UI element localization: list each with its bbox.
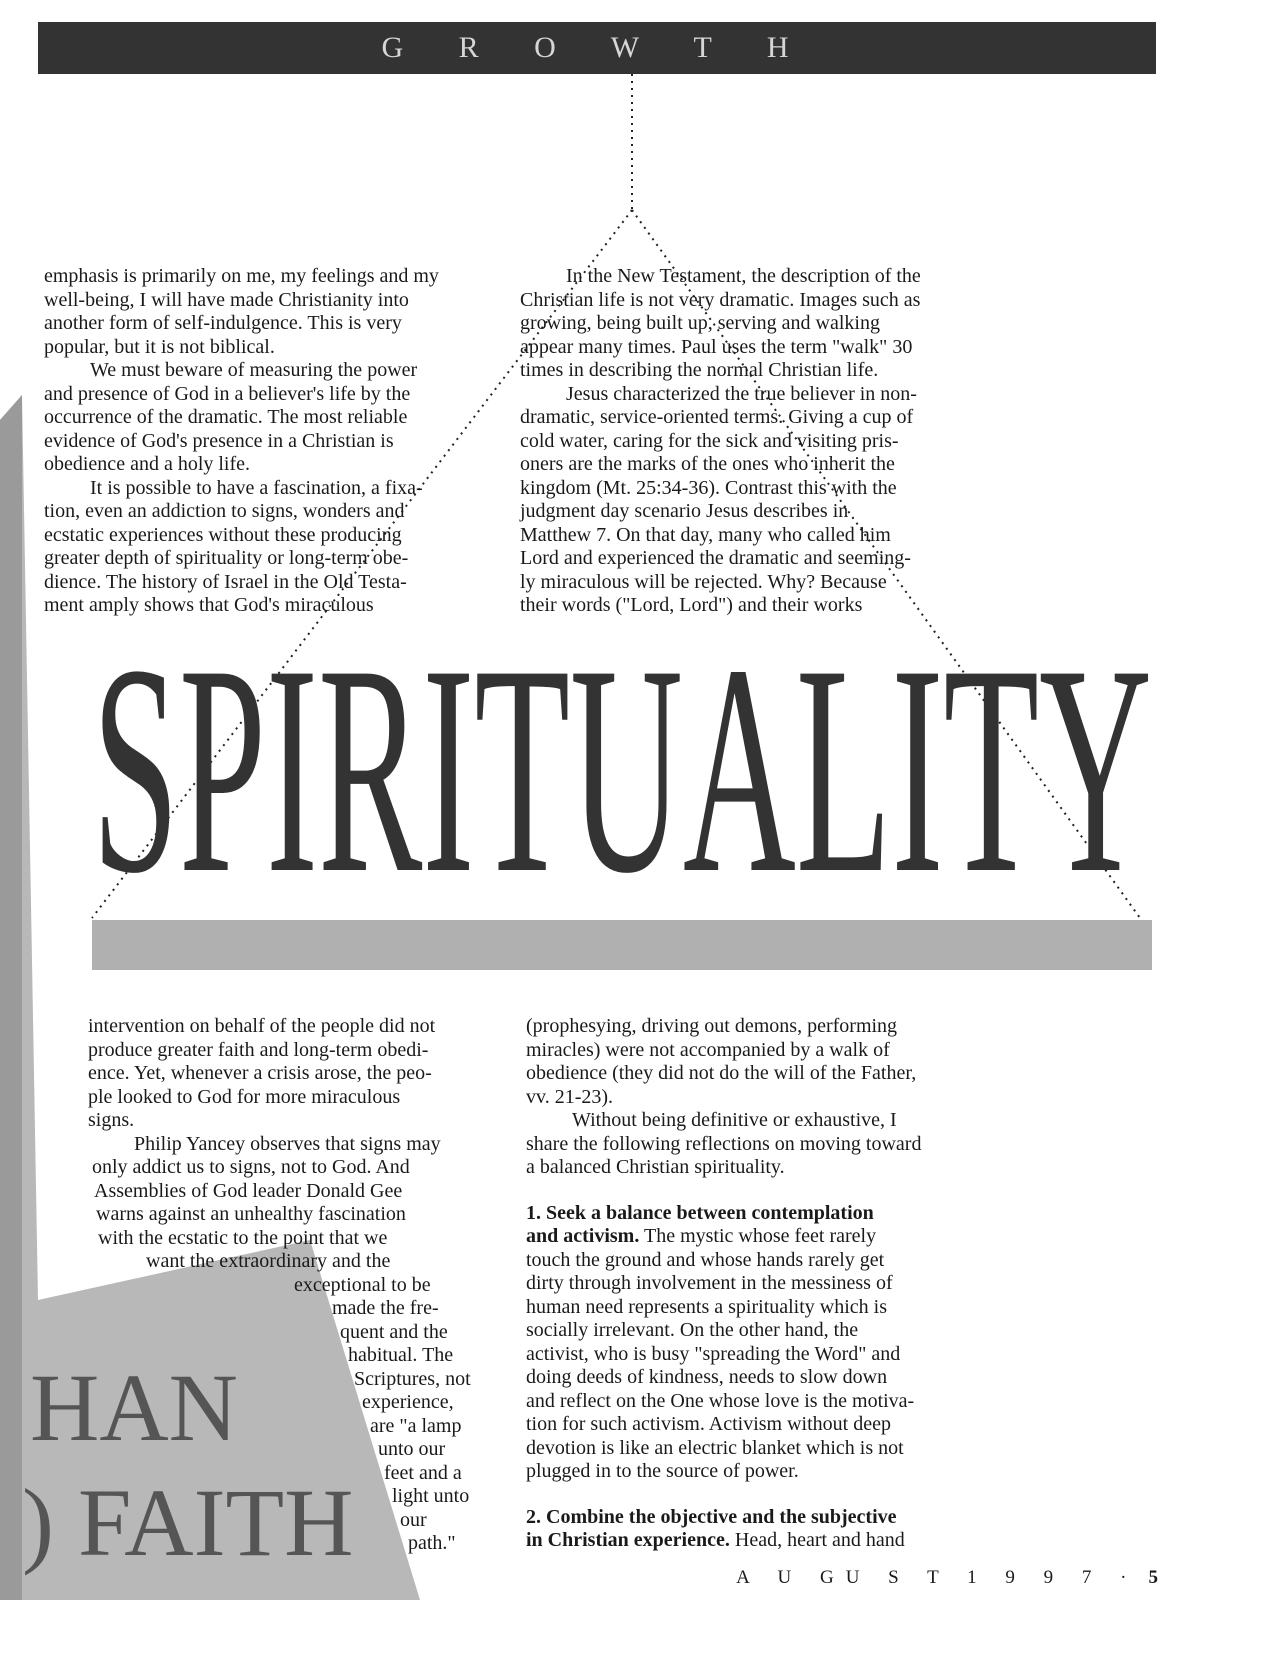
paragraph: [44, 359, 494, 477]
issue-date: A U GU S T 1 9 9 7 ·: [736, 1567, 1139, 1588]
section-heading: in Christian experience.: [526, 1529, 730, 1551]
text-line: dience. The history of Israel in the Old Testa-: [44, 570, 407, 593]
text-line: popular, but it is not biblical.: [44, 335, 275, 358]
pullquote-line-2: ) FAITH: [22, 1469, 354, 1576]
text-line: only addict us to signs, not to God. And: [92, 1156, 410, 1178]
section-2: [526, 1506, 986, 1553]
text-line: a balanced Christian spirituality.: [526, 1156, 785, 1178]
text-line: their words ("Lord, Lord") and their works: [520, 594, 863, 616]
text-line: experience,: [362, 1391, 454, 1413]
text-line: with the ecstatic to the point that we: [98, 1226, 388, 1249]
headline: [92, 630, 1152, 902]
text-line: Lord and experienced the dramatic and seeming-: [520, 547, 911, 569]
text-line: judgment day scenario Jesus describes in: [520, 500, 849, 522]
section-heading: and activism.: [526, 1225, 640, 1247]
text-line: doing deeds of kindness, needs to slow down: [526, 1366, 888, 1388]
text-line: evidence of God's presence in a Christian is: [44, 429, 394, 452]
text-line: appear many times. Paul uses the term "walk" 30: [520, 335, 913, 358]
text-line: habitual. The: [348, 1344, 454, 1366]
text-line: Christian life is not very dramatic. Images such as: [520, 288, 921, 311]
text-line: and presence of God in a believer's life by the: [44, 382, 411, 405]
text-line: plugged in to the source of power.: [526, 1460, 799, 1482]
text-line: socially irrelevant. On the other hand, the: [526, 1319, 859, 1341]
text-line: Without being definitive or exhaustive, I: [572, 1109, 897, 1131]
paragraph: [520, 383, 980, 618]
column-bottom-left: [88, 1015, 508, 1556]
text-line: miracles) were not accompanied by a walk of: [526, 1038, 890, 1061]
text-line: touch the ground and whose hands rarely get: [526, 1248, 885, 1271]
section-heading: 1. Seek a balance between contemplation: [526, 1201, 874, 1224]
text-line: another form of self-indulgence. This is very: [44, 312, 402, 334]
text-line: obedience (they did not do the will of the Father,: [526, 1062, 917, 1084]
text-line: tion for such activism. Activism without deep: [526, 1413, 891, 1435]
paragraph: [44, 477, 494, 618]
text-line: kingdom (Mt. 25:34-36). Contrast this with the: [520, 476, 897, 499]
text-line: times in describing the normal Christian life.: [520, 359, 879, 381]
text-line: are "a lamp: [370, 1414, 462, 1437]
text-line: well-being, I will have made Christianity into: [44, 288, 409, 311]
text-line: light unto: [392, 1485, 470, 1507]
text-line: ecstatic experiences without these producing: [44, 523, 402, 546]
section-1: [526, 1202, 986, 1484]
text-line: human need represents a spirituality which is: [526, 1295, 888, 1318]
text-line: Head, heart and hand: [729, 1529, 905, 1551]
text-line: (prophesying, driving out demons, performing: [526, 1015, 898, 1037]
paragraph-gap: [526, 1484, 986, 1506]
text-line: dramatic, service-oriented terms. Giving a cup of: [520, 406, 914, 428]
text-line: greater depth of spirituality or long-term obe-: [44, 547, 409, 569]
left-gray-wedge-dark: [0, 395, 22, 1600]
text-line: ence. Yet, whenever a crisis arose, the peo-: [88, 1062, 432, 1084]
text-line: exceptional to be: [294, 1273, 431, 1296]
paragraph: [88, 1015, 508, 1133]
text-line: In the New Testament, the description of the: [566, 265, 921, 287]
paragraph: [44, 265, 494, 359]
text-line: intervention on behalf of the people did not: [88, 1015, 436, 1037]
text-line: devotion is like an electric blanket which is not: [526, 1436, 904, 1459]
text-line: Jesus characterized the true believer in non-: [566, 382, 917, 405]
text-line: activist, who is busy "spreading the Word" and: [526, 1342, 901, 1365]
text-line: Assemblies of God leader Donald Gee: [94, 1179, 403, 1202]
text-line: ple looked to God for more miraculous: [88, 1085, 401, 1108]
paragraph: [526, 1015, 986, 1109]
text-line: want the extraordinary and the: [146, 1250, 391, 1272]
paragraph: [88, 1133, 508, 1556]
headline-text: SPIRITUALITY: [92, 630, 1152, 902]
pullquote-line-1: HAN: [30, 1354, 238, 1461]
text-line: ly miraculous will be rejected. Why? Because: [520, 570, 887, 593]
text-line: share the following reflections on moving toward: [526, 1132, 922, 1155]
paragraph-gap: [526, 1180, 986, 1202]
text-line: unto our: [378, 1438, 446, 1460]
page-footer: [736, 1567, 1158, 1589]
text-line: produce greater faith and long-term obedi-: [88, 1038, 429, 1061]
text-line: The mystic whose feet rarely: [639, 1225, 877, 1247]
column-top-right: [520, 265, 980, 618]
text-line: Philip Yancey observes that signs may: [134, 1132, 441, 1155]
section-heading: 2. Combine the objective and the subjective: [526, 1505, 897, 1528]
text-line: and reflect on the One whose love is the motiva-: [526, 1389, 915, 1412]
section-title: G R O W T H: [381, 31, 813, 64]
paragraph: [520, 265, 980, 383]
text-line: obedience and a holy life.: [44, 453, 251, 475]
text-line: ment amply shows that God's miraculous: [44, 594, 374, 616]
text-line: We must beware of measuring the power: [90, 359, 418, 381]
text-line: occurrence of the dramatic. The most reliable: [44, 406, 408, 428]
text-line: dirty through involvement in the messiness of: [526, 1272, 893, 1294]
text-line: Scriptures, not: [354, 1367, 471, 1390]
text-line: emphasis is primarily on me, my feelings and my: [44, 265, 439, 287]
text-line: path.": [408, 1532, 456, 1554]
text-line: It is possible to have a fascination, a fixa-: [90, 476, 423, 499]
text-line: warns against an unhealthy fascination: [96, 1203, 406, 1225]
gray-band: [92, 920, 1152, 970]
text-line: growing, being built up, serving and walking: [520, 312, 880, 334]
text-line: cold water, caring for the sick and visiting pris-: [520, 429, 899, 452]
text-line: vv. 21-23).: [526, 1085, 614, 1108]
text-line: oners are the marks of the ones who inherit the: [520, 453, 895, 475]
text-line: our: [400, 1508, 427, 1531]
text-line: signs.: [88, 1109, 135, 1131]
text-line: tion, even an addiction to signs, wonders and: [44, 500, 405, 522]
text-line: Matthew 7. On that day, many who called him: [520, 523, 891, 546]
paragraph: [526, 1109, 986, 1180]
headline-svg: [92, 630, 1152, 902]
text-line: feet and a: [384, 1461, 462, 1484]
column-top-left: [44, 265, 494, 618]
page-number: 5: [1148, 1567, 1158, 1588]
text-line: quent and the: [340, 1320, 448, 1343]
column-bottom-right: [526, 1015, 986, 1553]
text-line: made the fre-: [332, 1297, 439, 1319]
